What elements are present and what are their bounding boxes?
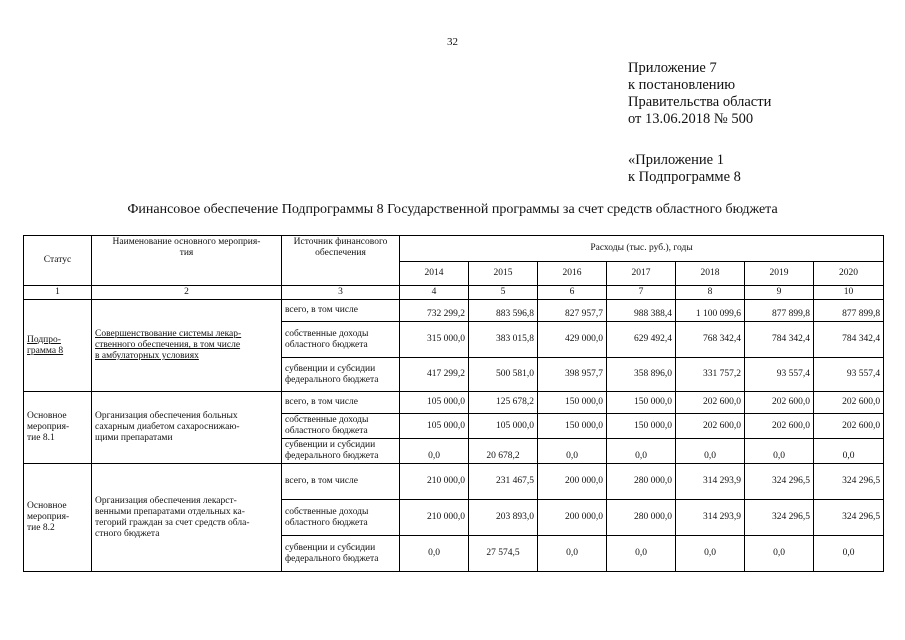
column-number: 5 — [469, 286, 538, 300]
value-cell: 202 600,0 — [676, 414, 745, 439]
value-cell: 315 000,0 — [400, 322, 469, 358]
value-cell: 324 296,5 — [814, 500, 884, 536]
value-cell: 768 342,4 — [676, 322, 745, 358]
table-row — [24, 464, 884, 500]
appendix-line: Правительства области — [628, 94, 772, 110]
appendix-line: Приложение 7 — [628, 60, 717, 76]
value-cell: 93 557,4 — [814, 358, 884, 392]
value-cell: 0,0 — [538, 439, 607, 464]
source-cell: всего, в том числе — [282, 464, 400, 500]
appendix-line: к Подпрограмме 8 — [628, 169, 741, 185]
value-cell: 0,0 — [607, 536, 676, 572]
value-cell: 27 574,5 — [469, 536, 538, 572]
source-cell: всего, в том числе — [282, 300, 400, 322]
value-cell: 105 000,0 — [469, 414, 538, 439]
column-number: 8 — [676, 286, 745, 300]
source-cell: субвенции и субсидии федерального бюджета — [282, 439, 400, 464]
source-cell: собственные доходы областного бюджета — [282, 414, 400, 439]
value-cell: 314 293,9 — [676, 464, 745, 500]
table-row — [24, 300, 884, 322]
column-number: 1 — [24, 286, 92, 300]
value-cell: 629 492,4 — [607, 322, 676, 358]
value-cell: 732 299,2 — [400, 300, 469, 322]
source-cell: субвенции и субсидии федерального бюджета — [282, 358, 400, 392]
value-cell: 0,0 — [676, 439, 745, 464]
value-cell: 314 293,9 — [676, 500, 745, 536]
value-cell: 202 600,0 — [814, 392, 884, 414]
value-cell: 429 000,0 — [538, 322, 607, 358]
value-cell: 202 600,0 — [814, 414, 884, 439]
header-year: 2017 — [607, 262, 676, 286]
value-cell: 0,0 — [745, 536, 814, 572]
appendix-line: от 13.06.2018 № 500 — [628, 111, 754, 127]
value-cell: 0,0 — [538, 536, 607, 572]
value-cell: 280 000,0 — [607, 464, 676, 500]
header-source: Источник финансового обеспечения — [282, 236, 400, 286]
value-cell: 150 000,0 — [607, 414, 676, 439]
value-cell: 20 678,2 — [469, 439, 538, 464]
value-cell: 150 000,0 — [538, 414, 607, 439]
appendix-line: «Приложение 1 — [628, 152, 724, 168]
column-number: 10 — [814, 286, 884, 300]
table-row — [24, 392, 884, 414]
value-cell: 105 000,0 — [400, 392, 469, 414]
page-number: 32 — [447, 36, 458, 48]
source-cell: собственные доходы областного бюджета — [282, 322, 400, 358]
appendix-to-subprogram — [628, 152, 741, 186]
value-cell: 784 342,4 — [745, 322, 814, 358]
value-cell: 827 957,7 — [538, 300, 607, 322]
header-year: 2016 — [538, 262, 607, 286]
measure-name-cell: Организация обеспечения лекарст- венными препаратами отдельных ка- тегорий граждан за счет средств обла- стного бюджета — [92, 464, 282, 572]
value-cell: 331 757,2 — [676, 358, 745, 392]
measure-name-cell: Совершенствование системы лекар- ственного обеспечения, в том числе в амбулаторных условиях — [92, 300, 282, 392]
value-cell: 93 557,4 — [745, 358, 814, 392]
value-cell: 383 015,8 — [469, 322, 538, 358]
value-cell: 210 000,0 — [400, 500, 469, 536]
header-year: 2018 — [676, 262, 745, 286]
value-cell: 0,0 — [814, 536, 884, 572]
value-cell: 202 600,0 — [745, 414, 814, 439]
value-cell: 1 100 099,6 — [676, 300, 745, 322]
value-cell: 500 581,0 — [469, 358, 538, 392]
value-cell: 358 896,0 — [607, 358, 676, 392]
column-number: 4 — [400, 286, 469, 300]
value-cell: 231 467,5 — [469, 464, 538, 500]
value-cell: 0,0 — [400, 536, 469, 572]
value-cell: 105 000,0 — [400, 414, 469, 439]
value-cell: 398 957,7 — [538, 358, 607, 392]
header-year: 2014 — [400, 262, 469, 286]
header-name: Наименование основного мероприя- тия — [92, 236, 282, 286]
value-cell: 202 600,0 — [676, 392, 745, 414]
header-year: 2020 — [814, 262, 884, 286]
value-cell: 0,0 — [676, 536, 745, 572]
header-year: 2019 — [745, 262, 814, 286]
value-cell: 324 296,5 — [745, 500, 814, 536]
value-cell: 280 000,0 — [607, 500, 676, 536]
value-cell: 150 000,0 — [607, 392, 676, 414]
value-cell: 417 299,2 — [400, 358, 469, 392]
column-number: 2 — [92, 286, 282, 300]
value-cell: 324 296,5 — [745, 464, 814, 500]
status-cell: Основное мероприя- тие 8.1 — [24, 392, 92, 464]
value-cell: 150 000,0 — [538, 392, 607, 414]
column-number-row — [24, 286, 884, 300]
value-cell: 883 596,8 — [469, 300, 538, 322]
measure-name-cell: Организация обеспечения больных сахарным диабетом сахароснижаю- щими препаратами — [92, 392, 282, 464]
value-cell: 200 000,0 — [538, 464, 607, 500]
value-cell: 324 296,5 — [814, 464, 884, 500]
value-cell: 877 899,8 — [745, 300, 814, 322]
value-cell: 0,0 — [745, 439, 814, 464]
header-status: Статус — [24, 236, 92, 286]
value-cell: 784 342,4 — [814, 322, 884, 358]
appendix-block — [628, 60, 771, 128]
source-cell: субвенции и субсидии федерального бюджета — [282, 536, 400, 572]
status-cell: Основное мероприя- тие 8.2 — [24, 464, 92, 572]
column-number: 7 — [607, 286, 676, 300]
value-cell: 202 600,0 — [745, 392, 814, 414]
status-cell: Подпро- грамма 8 — [24, 300, 92, 392]
appendix-line: к постановлению — [628, 77, 736, 93]
value-cell: 203 893,0 — [469, 500, 538, 536]
value-cell: 210 000,0 — [400, 464, 469, 500]
value-cell: 0,0 — [814, 439, 884, 464]
financing-table — [23, 235, 884, 572]
header-expenses: Расходы (тыс. руб.), годы — [400, 236, 884, 262]
column-number: 9 — [745, 286, 814, 300]
value-cell: 0,0 — [607, 439, 676, 464]
value-cell: 988 388,4 — [607, 300, 676, 322]
value-cell: 877 899,8 — [814, 300, 884, 322]
value-cell: 125 678,2 — [469, 392, 538, 414]
value-cell: 0,0 — [400, 439, 469, 464]
source-cell: всего, в том числе — [282, 392, 400, 414]
source-cell: собственные доходы областного бюджета — [282, 500, 400, 536]
value-cell: 200 000,0 — [538, 500, 607, 536]
header-year: 2015 — [469, 262, 538, 286]
column-number: 6 — [538, 286, 607, 300]
column-number: 3 — [282, 286, 400, 300]
document-title: Финансовое обеспечение Подпрограммы 8 Государственной программы за счет средств областного бюджета — [127, 202, 778, 217]
